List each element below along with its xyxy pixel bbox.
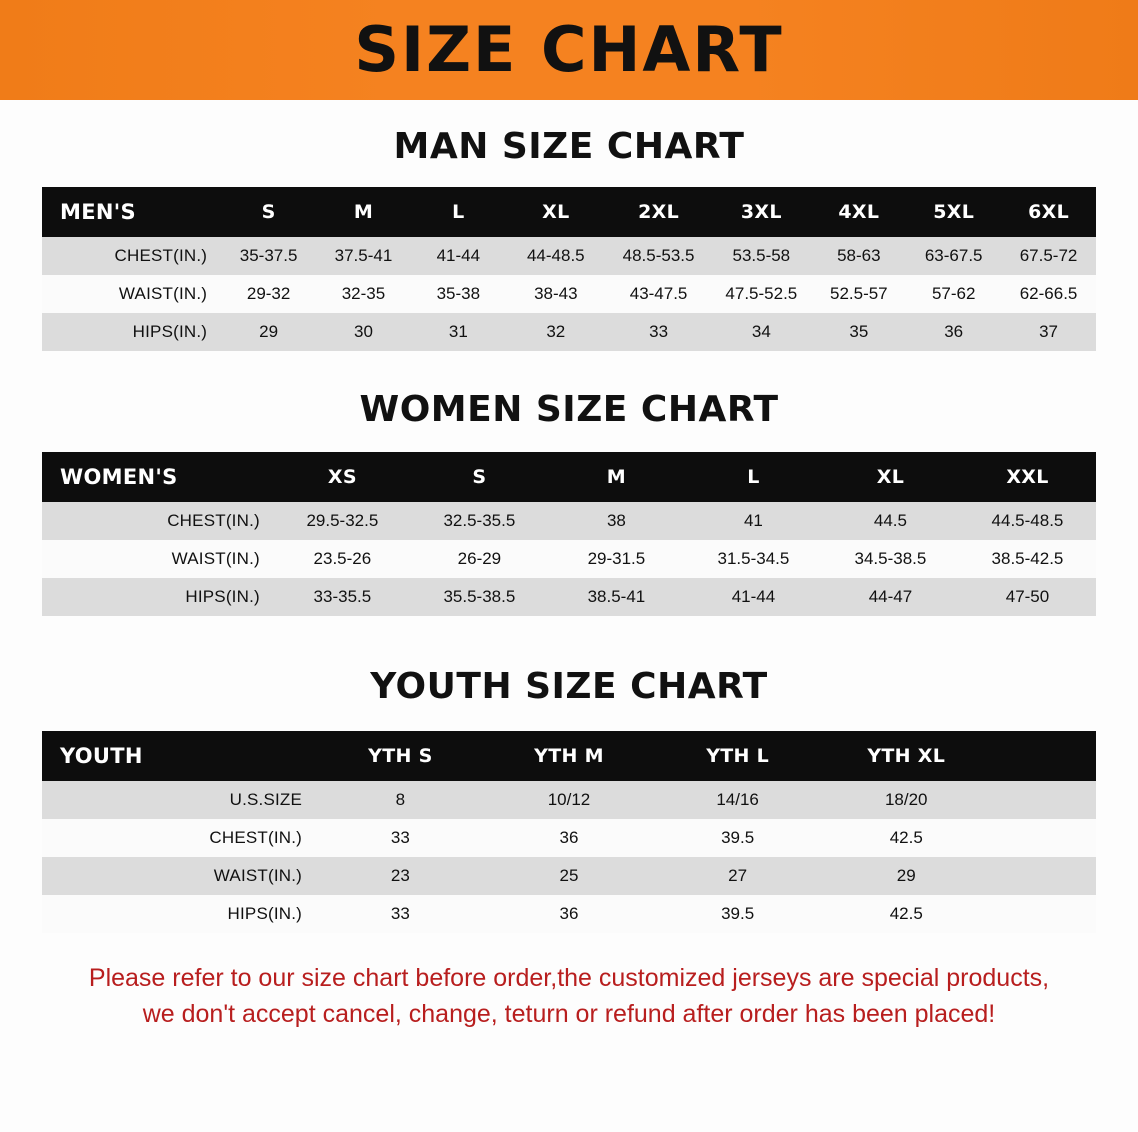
header-cell: YTH L <box>653 731 822 781</box>
table-cell: 31 <box>411 313 506 351</box>
header-cell: S <box>221 187 316 237</box>
table-cell: 33 <box>606 313 711 351</box>
table-cell: 39.5 <box>653 895 822 933</box>
table-cell: 29 <box>221 313 316 351</box>
header-cell: YOUTH <box>42 731 316 781</box>
header-cell: WOMEN'S <box>42 452 274 502</box>
page-title: SIZE CHART <box>354 13 784 86</box>
table-cell: 41 <box>685 502 822 540</box>
table-cell: 63-67.5 <box>906 237 1001 275</box>
table-cell: 35 <box>811 313 906 351</box>
table-cell: 44-48.5 <box>506 237 606 275</box>
header-cell: YTH M <box>485 731 654 781</box>
table-cell: 33 <box>316 819 485 857</box>
table-cell-empty <box>991 819 1096 857</box>
women-section-heading: WOMEN SIZE CHART <box>359 389 779 430</box>
table-cell: 44-47 <box>822 578 959 616</box>
table-cell: 33-35.5 <box>274 578 411 616</box>
table-cell: 32.5-35.5 <box>411 502 548 540</box>
disclaimer-line-2: we don't accept cancel, change, teturn or refund after order has been placed! <box>142 999 996 1028</box>
table-cell: 35-37.5 <box>221 237 316 275</box>
table-cell: 38 <box>548 502 685 540</box>
man-table-wrap <box>42 187 1096 351</box>
table-row <box>42 313 1096 351</box>
table-cell-empty <box>991 857 1096 895</box>
table-cell: 42.5 <box>822 819 991 857</box>
header-cell: XL <box>822 452 959 502</box>
header-cell-empty <box>991 731 1096 781</box>
table-cell: 67.5-72 <box>1001 237 1096 275</box>
table-cell: 29-32 <box>221 275 316 313</box>
table-cell: 57-62 <box>906 275 1001 313</box>
table-row <box>42 275 1096 313</box>
table-row <box>42 857 1096 895</box>
table-cell: 25 <box>485 857 654 895</box>
table-cell: 35-38 <box>411 275 506 313</box>
disclaimer-line-1: Please refer to our size chart before order,the customized jerseys are special products, <box>88 964 1050 992</box>
header-cell: 6XL <box>1001 187 1096 237</box>
header-cell: YTH XL <box>822 731 991 781</box>
youth-section-heading: YOUTH SIZE CHART <box>370 666 768 707</box>
table-cell: 30 <box>316 313 411 351</box>
table-cell: 26-29 <box>411 540 548 578</box>
women-table-wrap <box>42 452 1096 616</box>
row-label: HIPS(IN.) <box>42 895 316 933</box>
table-cell: 23 <box>316 857 485 895</box>
table-header-row <box>42 731 1096 781</box>
table-cell: 37.5-41 <box>316 237 411 275</box>
table-cell: 32 <box>506 313 606 351</box>
table-row <box>42 781 1096 819</box>
banner <box>0 0 1138 100</box>
table-cell: 29 <box>822 857 991 895</box>
table-row <box>42 895 1096 933</box>
man-size-table <box>42 187 1096 351</box>
header-cell: S <box>411 452 548 502</box>
table-cell: 34.5-38.5 <box>822 540 959 578</box>
table-cell: 29-31.5 <box>548 540 685 578</box>
table-row <box>42 237 1096 275</box>
table-cell: 38.5-42.5 <box>959 540 1096 578</box>
table-cell: 29.5-32.5 <box>274 502 411 540</box>
header-cell: M <box>548 452 685 502</box>
table-header-row <box>42 452 1096 502</box>
header-cell: L <box>411 187 506 237</box>
row-label: CHEST(IN.) <box>42 237 221 275</box>
header-cell: XXL <box>959 452 1096 502</box>
header-cell: XL <box>506 187 606 237</box>
table-cell: 8 <box>316 781 485 819</box>
table-cell: 34 <box>711 313 811 351</box>
table-cell: 39.5 <box>653 819 822 857</box>
header-cell: 3XL <box>711 187 811 237</box>
table-cell: 23.5-26 <box>274 540 411 578</box>
table-cell: 44.5 <box>822 502 959 540</box>
table-header-row <box>42 187 1096 237</box>
table-cell: 58-63 <box>811 237 906 275</box>
header-cell: 5XL <box>906 187 1001 237</box>
table-cell: 27 <box>653 857 822 895</box>
table-row <box>42 502 1096 540</box>
header-cell: L <box>685 452 822 502</box>
table-cell: 35.5-38.5 <box>411 578 548 616</box>
man-section-heading: MAN SIZE CHART <box>393 126 745 167</box>
table-cell: 37 <box>1001 313 1096 351</box>
table-cell: 18/20 <box>822 781 991 819</box>
table-cell-empty <box>991 781 1096 819</box>
header-cell: XS <box>274 452 411 502</box>
table-cell: 43-47.5 <box>606 275 711 313</box>
table-row <box>42 578 1096 616</box>
table-cell: 38.5-41 <box>548 578 685 616</box>
header-cell: 4XL <box>811 187 906 237</box>
table-cell: 41-44 <box>685 578 822 616</box>
row-label: U.S.SIZE <box>42 781 316 819</box>
table-cell: 62-66.5 <box>1001 275 1096 313</box>
table-cell: 47.5-52.5 <box>711 275 811 313</box>
row-label: CHEST(IN.) <box>42 502 274 540</box>
row-label: WAIST(IN.) <box>42 857 316 895</box>
table-cell: 38-43 <box>506 275 606 313</box>
table-cell: 47-50 <box>959 578 1096 616</box>
table-cell-empty <box>991 895 1096 933</box>
table-cell: 36 <box>485 895 654 933</box>
youth-size-table <box>42 731 1096 933</box>
table-cell: 41-44 <box>411 237 506 275</box>
youth-table-wrap <box>42 731 1096 933</box>
table-cell: 44.5-48.5 <box>959 502 1096 540</box>
table-cell: 48.5-53.5 <box>606 237 711 275</box>
table-cell: 42.5 <box>822 895 991 933</box>
row-label: HIPS(IN.) <box>42 313 221 351</box>
table-row <box>42 819 1096 857</box>
row-label: HIPS(IN.) <box>42 578 274 616</box>
header-cell: YTH S <box>316 731 485 781</box>
table-cell: 36 <box>906 313 1001 351</box>
row-label: WAIST(IN.) <box>42 540 274 578</box>
table-cell: 36 <box>485 819 654 857</box>
row-label: WAIST(IN.) <box>42 275 221 313</box>
table-cell: 53.5-58 <box>711 237 811 275</box>
table-cell: 52.5-57 <box>811 275 906 313</box>
table-cell: 14/16 <box>653 781 822 819</box>
row-label: CHEST(IN.) <box>42 819 316 857</box>
header-cell: MEN'S <box>42 187 221 237</box>
disclaimer-note <box>40 961 1098 1032</box>
table-cell: 10/12 <box>485 781 654 819</box>
table-cell: 31.5-34.5 <box>685 540 822 578</box>
table-row <box>42 540 1096 578</box>
header-cell: 2XL <box>606 187 711 237</box>
header-cell: M <box>316 187 411 237</box>
women-size-table <box>42 452 1096 616</box>
table-cell: 32-35 <box>316 275 411 313</box>
table-cell: 33 <box>316 895 485 933</box>
